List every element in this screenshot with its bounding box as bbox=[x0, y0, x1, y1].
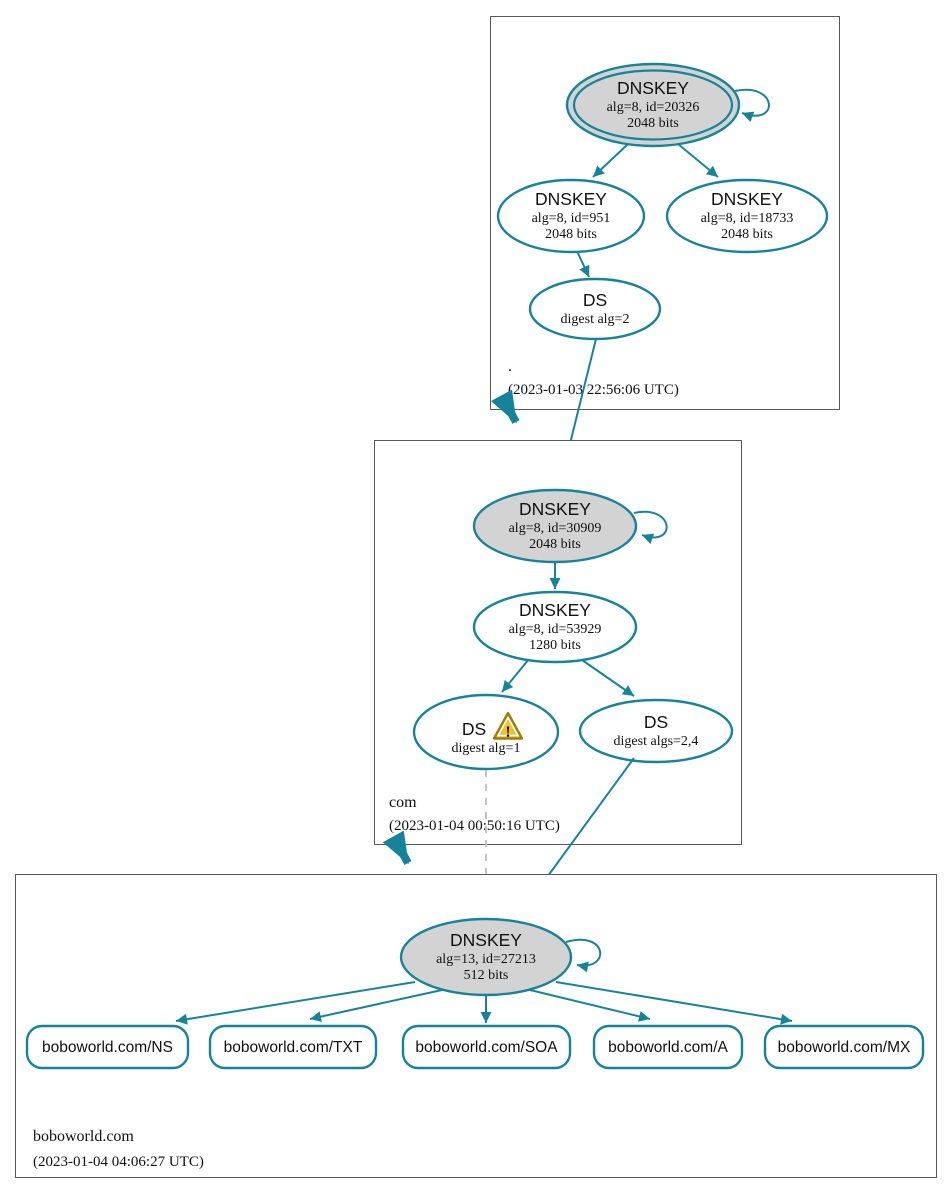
dnskey-53929-detail: alg=8, id=53929 bbox=[508, 622, 602, 637]
dnskey-30909-node[interactable] bbox=[474, 490, 636, 562]
dnskey-18733-bits: 2048 bits bbox=[721, 227, 773, 242]
rrset-mx-label: boboworld.com/MX bbox=[777, 1039, 911, 1056]
root-ds-title: DS bbox=[582, 290, 608, 310]
com-ds-algs24-detail: digest algs=2,4 bbox=[613, 734, 699, 749]
dnskey-53929-title: DNSKEY bbox=[519, 600, 591, 620]
dnskey-951-node[interactable] bbox=[498, 180, 644, 252]
com-ds-algs24-node[interactable] bbox=[580, 700, 732, 762]
com-ds-algs24-title: DS bbox=[643, 712, 669, 732]
dnskey-20326-bits: 2048 bits bbox=[627, 116, 679, 131]
com-ds-alg1-title: DS bbox=[461, 719, 487, 739]
rrset-ns-label: boboworld.com/NS bbox=[42, 1039, 173, 1056]
dnskey-27213-node[interactable] bbox=[401, 919, 571, 995]
root-ds-detail: digest alg=2 bbox=[560, 312, 630, 327]
zone-boboworld-label: boboworld.com bbox=[33, 1128, 134, 1145]
rrset-txt-node[interactable] bbox=[210, 1026, 376, 1068]
rrset-mx-node[interactable] bbox=[765, 1026, 923, 1068]
dnskey-20326-detail: alg=8, id=20326 bbox=[606, 100, 700, 115]
dnskey-18733-detail: alg=8, id=18733 bbox=[700, 211, 794, 226]
dnskey-20326-node[interactable] bbox=[567, 64, 739, 146]
rrset-soa-node[interactable] bbox=[403, 1026, 570, 1068]
dnskey-27213-detail: alg=13, id=27213 bbox=[436, 952, 536, 967]
dnskey-951-title: DNSKEY bbox=[535, 189, 607, 209]
rrset-soa-label: boboworld.com/SOA bbox=[415, 1039, 558, 1056]
zone-com bbox=[375, 441, 742, 845]
dnskey-20326-title: DNSKEY bbox=[617, 78, 689, 98]
zone-com-label: com bbox=[389, 794, 417, 811]
com-ds-alg1-node[interactable] bbox=[414, 695, 558, 769]
dnskey-18733-title: DNSKEY bbox=[711, 189, 783, 209]
com-ds-alg1-detail: digest alg=1 bbox=[451, 741, 521, 756]
svg-text:!: ! bbox=[505, 724, 511, 741]
zone-com-timestamp: (2023-01-04 00:50:16 UTC) bbox=[389, 818, 560, 834]
dnskey-53929-bits: 1280 bits bbox=[529, 638, 581, 653]
dnskey-27213-bits: 512 bits bbox=[463, 968, 509, 983]
rrset-a-node[interactable] bbox=[594, 1026, 742, 1068]
dnskey-951-bits: 2048 bits bbox=[545, 227, 597, 242]
rrset-ns-node[interactable] bbox=[27, 1026, 188, 1068]
dnskey-27213-title: DNSKEY bbox=[450, 930, 522, 950]
rrset-a-label: boboworld.com/A bbox=[608, 1039, 728, 1056]
zone-root-timestamp: (2023-01-03 22:56:06 UTC) bbox=[508, 382, 679, 398]
zone-root-label: . bbox=[508, 358, 512, 375]
dnskey-30909-bits: 2048 bits bbox=[529, 537, 581, 552]
dnskey-951-detail: alg=8, id=951 bbox=[531, 211, 611, 226]
dnskey-53929-node[interactable] bbox=[474, 592, 636, 662]
dnskey-18733-node[interactable] bbox=[667, 180, 827, 252]
root-ds-node[interactable] bbox=[530, 279, 660, 339]
zone-boboworld-timestamp: (2023-01-04 04:06:27 UTC) bbox=[33, 1154, 204, 1170]
rrset-txt-label: boboworld.com/TXT bbox=[223, 1039, 363, 1056]
dnskey-30909-title: DNSKEY bbox=[519, 499, 591, 519]
edge-com-zone-to-boboworld-zone bbox=[398, 845, 408, 863]
zone-boboworld bbox=[16, 875, 937, 1178]
dnskey-30909-detail: alg=8, id=30909 bbox=[508, 521, 602, 536]
zone-root bbox=[491, 17, 840, 410]
